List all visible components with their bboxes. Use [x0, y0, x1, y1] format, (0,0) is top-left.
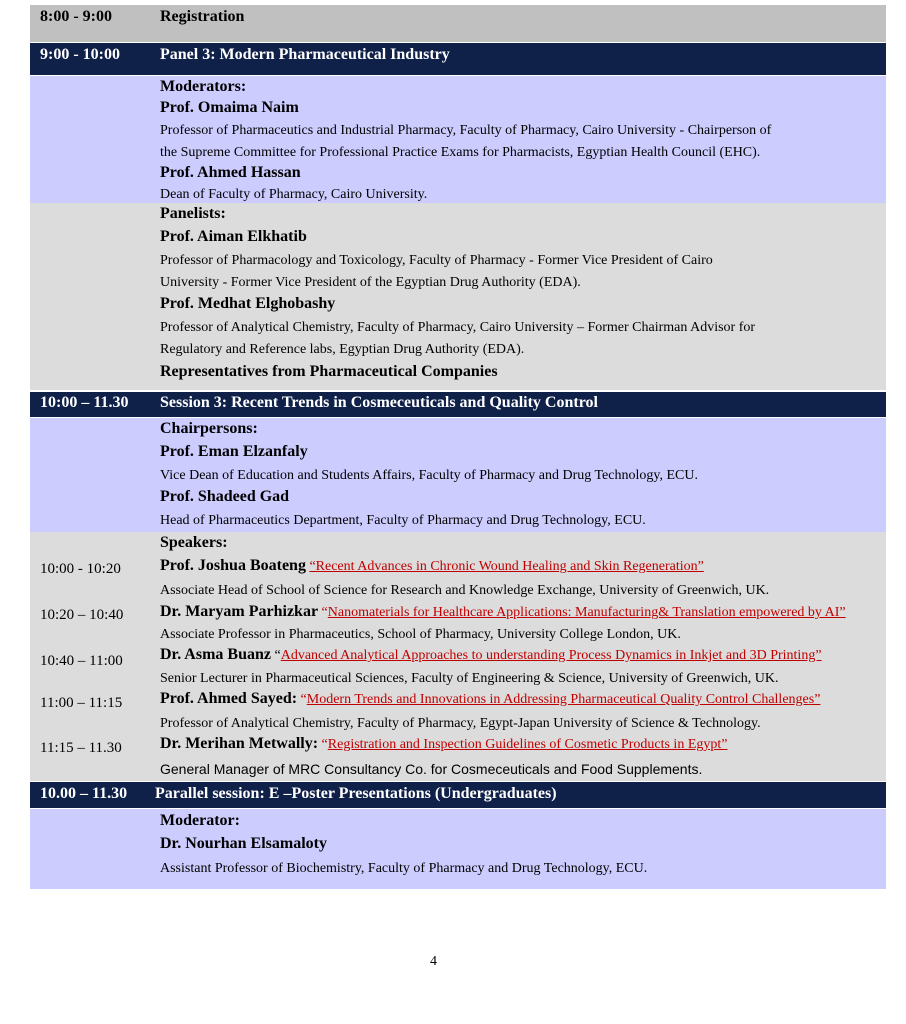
moderator-desc: the Supreme Committee for Professional Practice Exams for Pharmacists, Egyptian Health Council (EHC).: [160, 145, 761, 160]
speaker-desc: Senior Lecturer in Pharmaceutical Sciences, Faculty of Engineering & Science, University of Greenwich, UK.: [160, 671, 779, 686]
moderator-desc: Professor of Pharmaceutics and Industrial Pharmacy, Faculty of Pharmacy, Cairo University - Chairperson of: [160, 123, 772, 138]
panelist-name: Prof. Aiman Elkhatib: [160, 228, 307, 245]
talk-title-link[interactable]: “Recent Advances in Chronic Wound Healing and Skin Regeneration”: [309, 559, 704, 574]
speaker-line: [160, 646, 886, 664]
moderator-name: Dr. Nourhan Elsamaloty: [160, 835, 327, 852]
speaker-desc: Associate Professor in Pharmaceutics, School of Pharmacy, University College London, UK.: [160, 627, 681, 642]
moderators-block: [30, 76, 886, 203]
session3-header: [30, 392, 886, 417]
speaker-line: [160, 557, 886, 575]
representatives-label: Representatives from Pharmaceutical Companies: [160, 363, 498, 380]
moderator-name: Prof. Omaima Naim: [160, 99, 299, 116]
time-cell: 10:00 – 11.30: [40, 394, 129, 411]
speaker-time: 10:40 – 11:00: [40, 653, 123, 669]
moderators-label: Moderators:: [160, 78, 247, 95]
chairperson-desc: Head of Pharmaceutics Department, Faculty of Pharmacy and Drug Technology, ECU.: [160, 513, 646, 528]
talk-title-link[interactable]: Nanomaterials for Healthcare Applications: Manufacturing& Translation empowered by AI”: [327, 605, 846, 620]
speaker-desc: Associate Head of School of Science for Research and Knowledge Exchange, University of Greenwich, UK.: [160, 583, 770, 598]
session3-title: Session 3: Recent Trends in Cosmeceuticals and Quality Control: [160, 394, 598, 411]
speaker-time: 11:15 – 11.30: [40, 740, 122, 756]
speaker-desc: Professor of Analytical Chemistry, Faculty of Pharmacy, Egypt-Japan University of Science & Technology.: [160, 716, 761, 731]
chairperson-name: Prof. Shadeed Gad: [160, 488, 290, 505]
speaker-time: 10:00 - 10:20: [40, 561, 121, 577]
panelist-desc: Professor of Analytical Chemistry, Faculty of Pharmacy, Cairo University – Former Chairman Advisor for: [160, 320, 756, 335]
registration-row: [30, 5, 886, 42]
speaker-line: [160, 735, 886, 753]
moderator-label: Moderator:: [160, 812, 240, 829]
time-cell: 9:00 - 10:00: [40, 46, 120, 63]
speaker-name: Prof. Joshua Boateng: [160, 557, 306, 574]
talk-open-quote: “: [321, 737, 328, 752]
talk-title-link[interactable]: Modern Trends and Innovations in Addressing Pharmaceutical Quality Control Challenges”: [306, 692, 821, 707]
talk-open-quote: “: [274, 648, 281, 663]
panelist-desc: Professor of Pharmacology and Toxicology, Faculty of Pharmacy - Former Vice President of Cairo: [160, 253, 713, 268]
time-cell: 8:00 - 9:00: [40, 8, 112, 25]
speaker-desc: General Manager of MRC Consultancy Co. for Cosmeceuticals and Food Supplements.: [160, 761, 703, 777]
chairperson-name: Prof. Eman Elzanfaly: [160, 443, 308, 460]
parallel-session-header: [30, 782, 886, 808]
registration-label: Registration: [160, 8, 245, 25]
talk-open-quote: “: [321, 605, 328, 620]
parallel-moderator-block: [30, 809, 886, 889]
time-cell: 10.00 – 11.30: [40, 785, 128, 802]
speaker-line: [160, 690, 886, 708]
speaker-name: Dr. Asma Buanz: [160, 646, 271, 663]
panelists-label: Panelists:: [160, 205, 226, 222]
panelist-name: Prof. Medhat Elghobashy: [160, 295, 336, 312]
speaker-name: Dr. Maryam Parhizkar: [160, 603, 319, 620]
speaker-time: 10:20 – 10:40: [40, 607, 124, 623]
talk-title-link[interactable]: Advanced Analytical Approaches to understanding Process Dynamics in Inkjet and 3D Printing”: [280, 648, 822, 663]
moderator-name: Prof. Ahmed Hassan: [160, 164, 301, 181]
moderator-desc: Assistant Professor of Biochemistry, Faculty of Pharmacy and Drug Technology, ECU.: [160, 861, 648, 876]
speaker-name: Prof. Ahmed Sayed:: [160, 690, 298, 707]
moderator-desc: Dean of Faculty of Pharmacy, Cairo University.: [160, 187, 428, 202]
panelist-desc: Regulatory and Reference labs, Egyptian Drug Authority (EDA).: [160, 342, 525, 357]
speaker-name: Dr. Merihan Metwally:: [160, 735, 319, 752]
speaker-time: 11:00 – 11:15: [40, 695, 123, 711]
speaker-line: [160, 603, 886, 621]
chairperson-desc: Vice Dean of Education and Students Affairs, Faculty of Pharmacy and Drug Technology, ECU.: [160, 468, 698, 483]
chairpersons-block: [30, 418, 886, 532]
speakers-label: Speakers:: [160, 534, 228, 551]
talk-open-quote: “: [300, 692, 307, 707]
panel3-header: [30, 43, 886, 75]
speakers-block: [30, 532, 886, 781]
page-number: 4: [430, 954, 437, 969]
parallel-session-title: Parallel session: E –Poster Presentations (Undergraduates): [155, 785, 557, 802]
chairpersons-label: Chairpersons:: [160, 420, 258, 437]
talk-title-link[interactable]: Registration and Inspection Guidelines of Cosmetic Products in Egypt”: [327, 737, 728, 752]
panel3-title: Panel 3: Modern Pharmaceutical Industry: [160, 46, 450, 63]
panelists-block: [30, 203, 886, 390]
panelist-desc: University - Former Vice President of the Egyptian Drug Authority (EDA).: [160, 275, 581, 290]
